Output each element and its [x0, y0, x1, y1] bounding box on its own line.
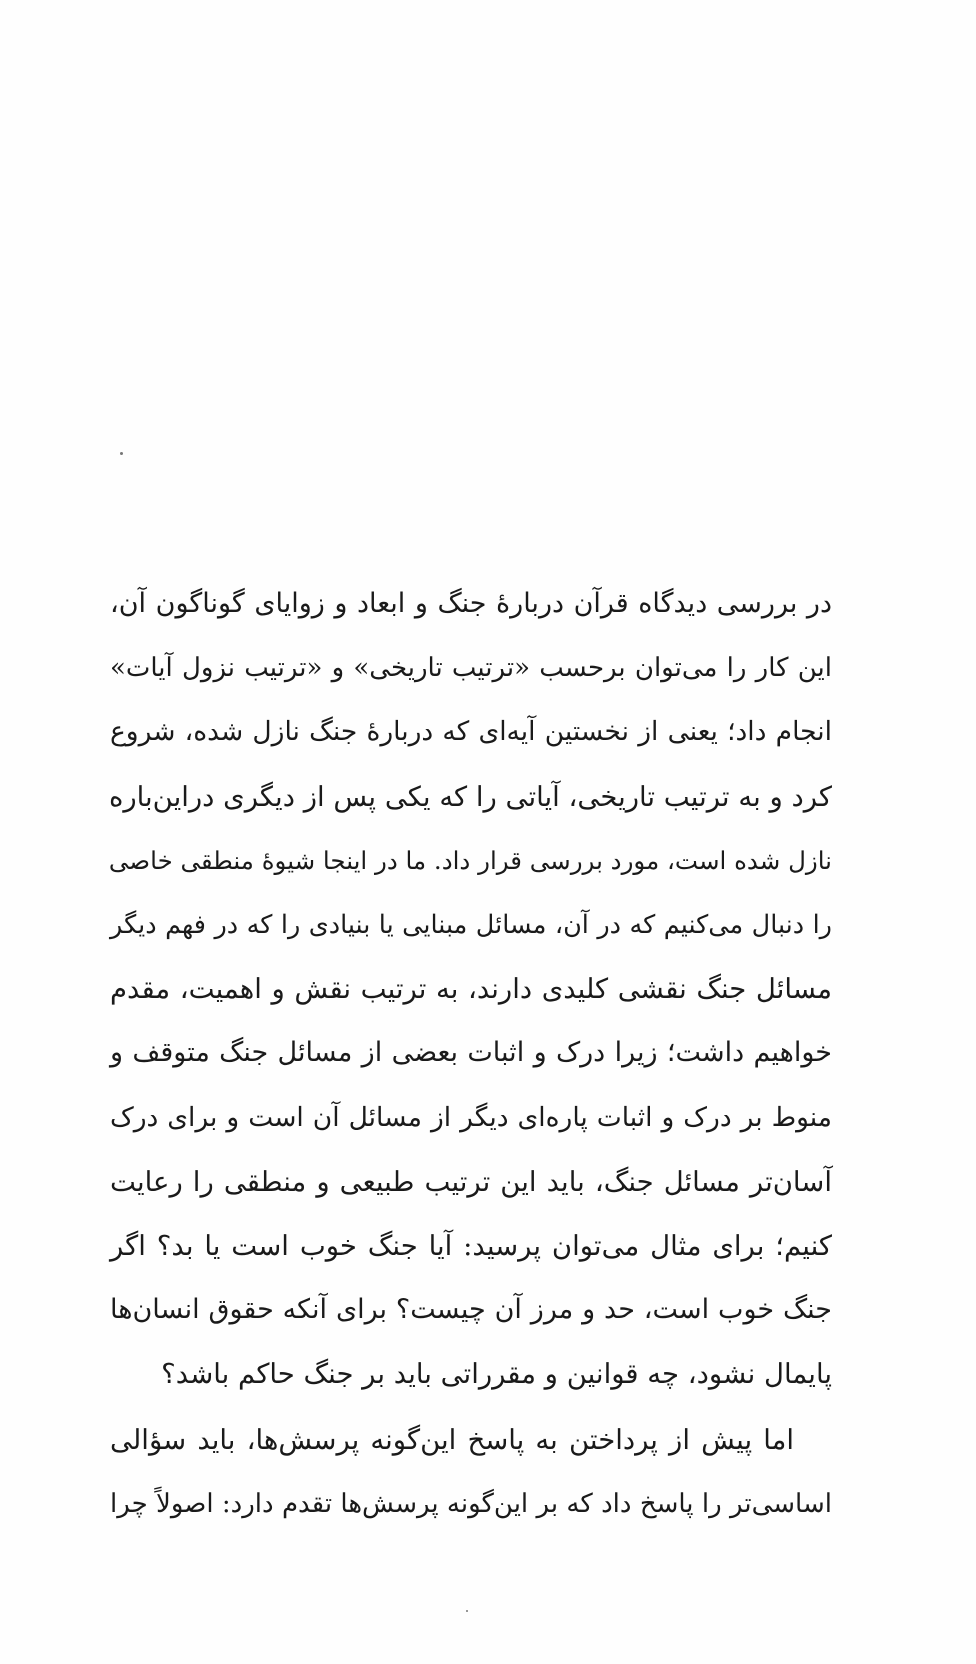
body-text [110, 572, 832, 1536]
text-line: در بررسی دیدگاه قرآن دربارهٔ جنگ و ابعاد و زوایای گوناگون آن، [110, 588, 832, 619]
text-line: نازل شده است، مورد بررسی قرار داد. ما در اینجا شیوهٔ منطقی خاصی [108, 845, 832, 875]
text-line: آسان‌تر مسائل جنگ، باید این ترتیب طبیعی و منطقی را رعایت [110, 1165, 832, 1198]
text-line: انجام داد؛ یعنی از نخستین آیه‌ای که دربارهٔ جنگ نازل شده، شروع [110, 716, 832, 748]
text-line: این کار را می‌توان برحسب «ترتیب تاریخی» و «ترتیب نزول آیات» [110, 653, 832, 684]
scan-speck [466, 1610, 468, 1612]
text-line: منوط بر درک و اثبات پاره‌ای دیگر از مسائل آن است و برای درک [110, 1101, 832, 1133]
text-line: اما پیش از پرداختن به پاسخ این‌گونه پرسش‌ها، باید سؤالی [110, 1424, 794, 1457]
paragraph-1 [110, 572, 832, 1406]
text-line: را دنبال می‌کنیم که در آن، مسائل مبنایی یا بنیادی را که در فهم دیگر [110, 909, 832, 940]
text-line: خواهیم داشت؛ زیرا درک و اثبات بعضی از مسائل جنگ متوقف و [110, 1037, 832, 1069]
scan-speck [120, 452, 123, 455]
text-line: اساسی‌تر را پاسخ داد که بر این‌گونه پرسش‌ها تقدم دارد: اصولاً چرا [110, 1489, 832, 1520]
paragraph-2 [110, 1408, 832, 1536]
text-line: پایمال نشود، چه قوانین و مقرراتی باید بر جنگ حاکم باشد؟ [161, 1358, 832, 1391]
text-line: کنیم؛ برای مثال می‌توان پرسید: آیا جنگ خوب است یا بد؟ اگر [110, 1229, 832, 1262]
text-line: کرد و به ترتیب تاریخی، آیاتی را که یکی پس از دیگری دراین‌باره [108, 780, 832, 813]
text-line: جنگ خوب است، حد و مرز آن چیست؟ برای آنکه حقوق انسان‌ها [110, 1294, 832, 1326]
text-line: مسائل جنگ نقشی کلیدی دارند، به ترتیب نقش و اهمیت، مقدم [110, 973, 832, 1006]
